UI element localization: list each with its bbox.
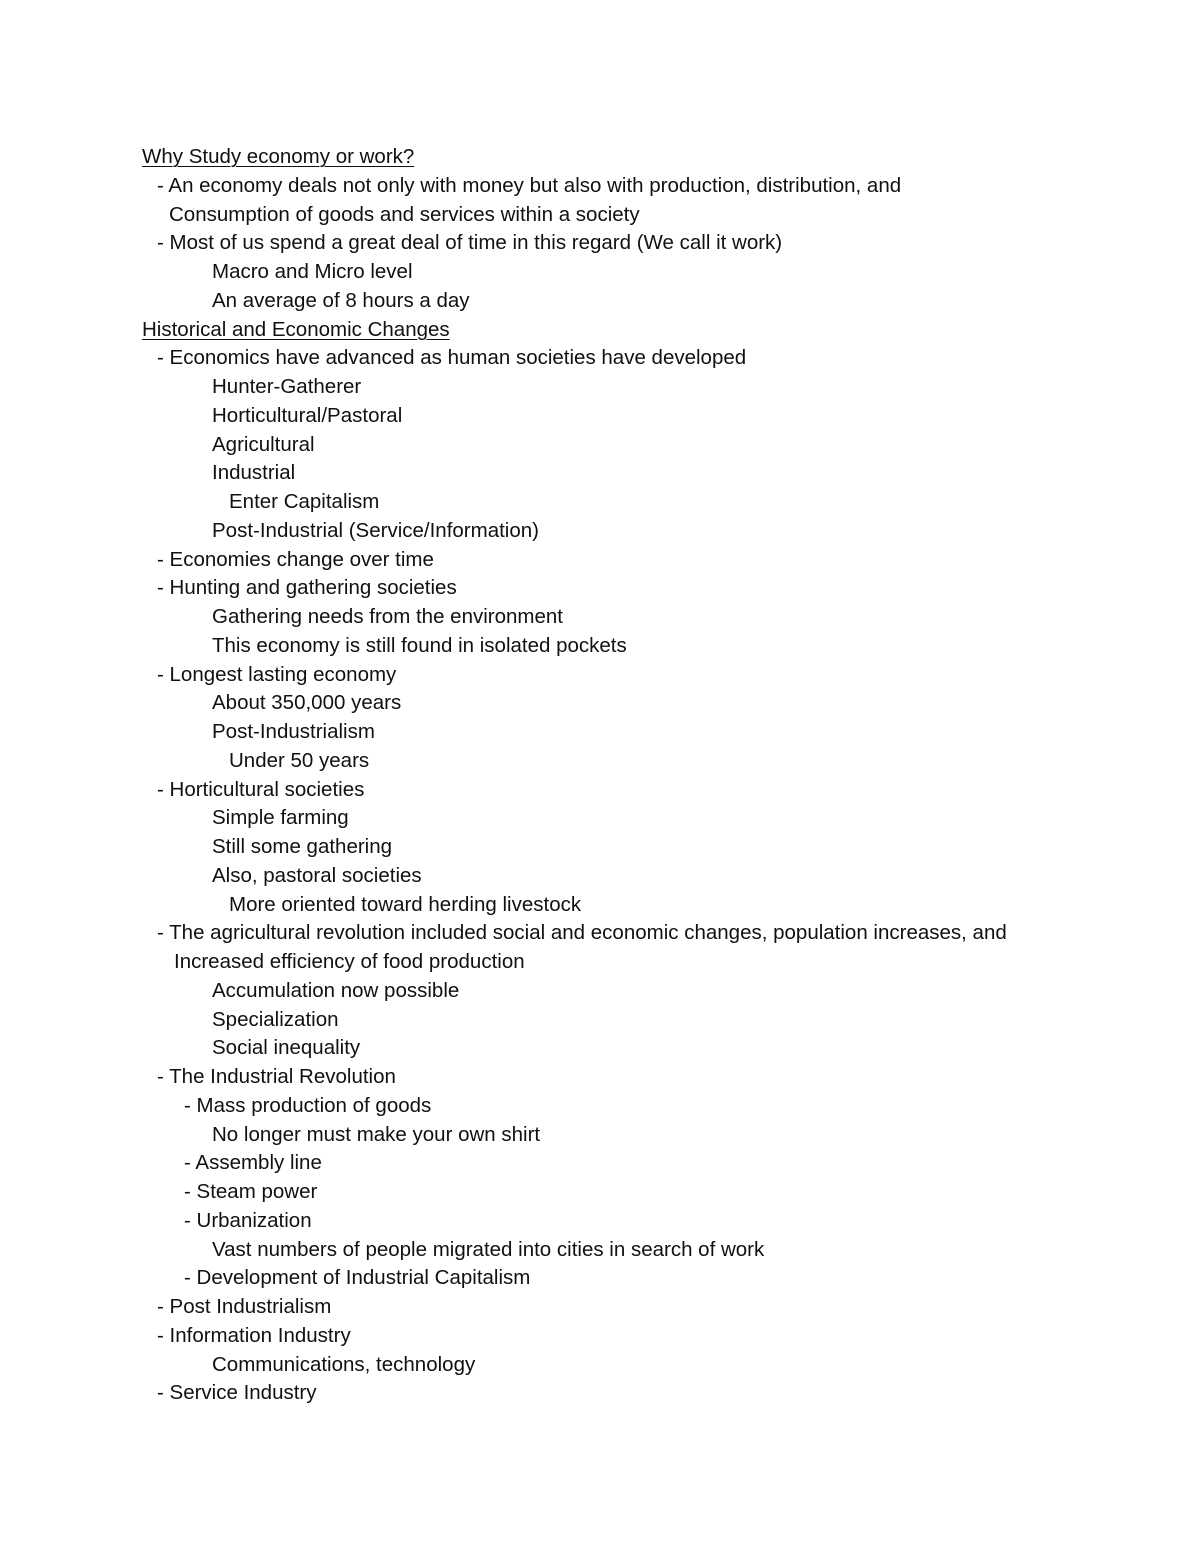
sub-sub-point: More oriented toward herding livestock [229, 892, 582, 916]
continuation-line: Consumption of goods and services within a society [169, 202, 640, 226]
sub-point: An average of 8 hours a day [212, 288, 470, 312]
sub-point: Agricultural [212, 432, 315, 456]
bullet-line: - Post Industrialism [157, 1295, 332, 1318]
sub-bullet-line: - Steam power [184, 1180, 318, 1203]
sub-point: Communications, technology [212, 1352, 476, 1376]
sub-point: Post-Industrialism [212, 720, 375, 743]
bullet-line: - Most of us spend a great deal of time in this regard (We call it work) [157, 231, 783, 255]
bullet-line: - Service Industry [157, 1381, 317, 1405]
sub-point: Macro and Micro level [212, 260, 413, 283]
sub-sub-point: Under 50 years [229, 748, 370, 772]
bullet-line: - Hunting and gathering societies [157, 576, 457, 600]
sub-point: Hunter-Gatherer [212, 375, 362, 398]
lecture-notes [142, 143, 1142, 1408]
sub-point: Also, pastoral societies [212, 863, 422, 887]
bullet-line: - The Industrial Revolution [157, 1065, 396, 1088]
sub-bullet-line: - Assembly line [184, 1151, 322, 1175]
bullet-line: - The agricultural revolution included social and economic changes, population increases, and [157, 921, 1007, 945]
sub-point: Industrial [212, 461, 296, 485]
sub-point: Vast numbers of people migrated into cities in search of work [212, 1237, 765, 1261]
sub-point: Simple farming [212, 806, 349, 830]
sub-bullet-line: - Mass production of goods [184, 1093, 432, 1117]
sub-point: This economy is still found in isolated pockets [212, 633, 627, 657]
sub-point: Horticultural/Pastoral [212, 403, 403, 427]
sub-point: Still some gathering [212, 835, 393, 858]
sub-point: No longer must make your own shirt [212, 1122, 541, 1146]
bullet-line: - An economy deals not only with money but also with production, distribution, and [157, 173, 902, 197]
bullet-line: - Longest lasting economy [157, 662, 397, 686]
section-heading: Why Study economy or work? [142, 145, 415, 168]
sub-point: Specialization [212, 1007, 339, 1031]
sub-point: Accumulation now possible [212, 978, 460, 1002]
sub-point: Social inequality [212, 1036, 361, 1060]
bullet-line: - Information Industry [157, 1323, 351, 1347]
sub-point: Post-Industrial (Service/Information) [212, 518, 539, 542]
bullet-line: - Economics have advanced as human societies have developed [157, 346, 747, 370]
sub-point: About 350,000 years [212, 691, 402, 715]
bullet-line: - Economies change over time [157, 547, 434, 571]
section-heading: Historical and Economic Changes [142, 317, 450, 341]
sub-bullet-line: - Urbanization [184, 1208, 312, 1232]
sub-point: Gathering needs from the environment [212, 605, 563, 628]
bullet-line: - Horticultural societies [157, 777, 365, 801]
sub-sub-point: Enter Capitalism [229, 490, 380, 513]
sub-bullet-line: - Development of Industrial Capitalism [184, 1266, 531, 1290]
continuation-line: Increased efficiency of food production [174, 950, 525, 973]
